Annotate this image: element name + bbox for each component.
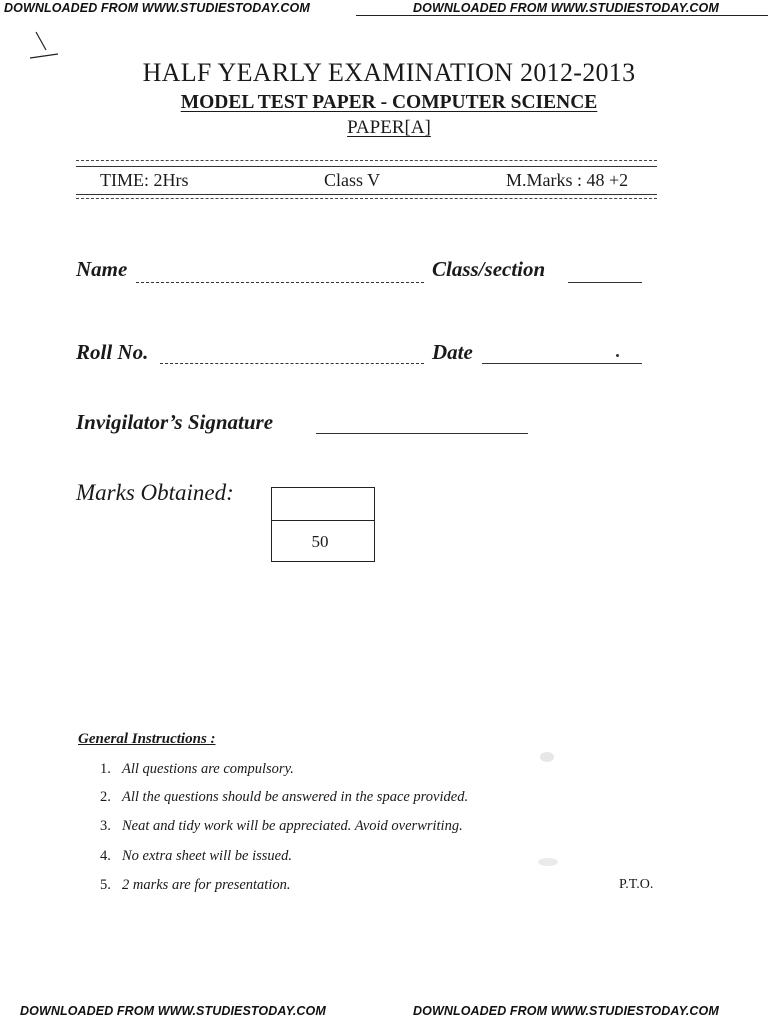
instruction-item: 5. 2 marks are for presentation. — [100, 877, 291, 893]
watermark-rule — [356, 15, 768, 16]
date-field[interactable] — [482, 363, 642, 364]
scan-speck — [538, 858, 558, 866]
class-label: Class V — [324, 170, 381, 190]
invigilator-signature-field[interactable] — [316, 433, 528, 434]
exam-title: HALF YEARLY EXAMINATION 2012-2013 — [142, 58, 636, 87]
invigilator-signature-label: Invigilator’s Signature — [76, 410, 274, 434]
date-label: Date — [432, 340, 473, 364]
name-label: Name — [76, 257, 128, 281]
info-bottom-rule — [76, 194, 657, 195]
marks-total: 50 — [311, 532, 329, 551]
instructions-heading: General Instructions : — [78, 731, 216, 747]
info-top-rule-2 — [76, 166, 657, 167]
instruction-item: 4. No extra sheet will be issued. — [100, 848, 292, 864]
pto-label: P.T.O. — [619, 877, 654, 892]
instruction-item: 1. All questions are compulsory. — [100, 761, 294, 777]
marks-box-divider — [272, 520, 374, 521]
watermark-bottom-left: DOWNLOADED FROM WWW.STUDIESTODAY.COM — [20, 1004, 326, 1018]
marks-obtained-label: Marks Obtained: — [76, 480, 234, 505]
info-top-rule — [76, 160, 657, 161]
roll-no-label: Roll No. — [76, 340, 149, 364]
watermark-bottom-right: DOWNLOADED FROM WWW.STUDIESTODAY.COM — [413, 1004, 719, 1018]
paper-subtitle: MODEL TEST PAPER - COMPUTER SCIENCE — [180, 92, 598, 113]
watermark-top-left: DOWNLOADED FROM WWW.STUDIESTODAY.COM — [4, 1, 310, 15]
roll-no-field[interactable] — [160, 363, 424, 364]
class-section-label: Class/section — [432, 257, 546, 281]
scan-speck — [540, 752, 554, 762]
max-marks-label: M.Marks : 48 +2 — [506, 170, 629, 190]
info-bottom-rule-2 — [76, 198, 657, 199]
scan-speck — [616, 354, 619, 357]
time-label: TIME: 2Hrs — [100, 170, 189, 190]
paper-code: PAPER[A] — [347, 117, 431, 138]
name-field[interactable] — [136, 282, 424, 283]
watermark-top-right: DOWNLOADED FROM WWW.STUDIESTODAY.COM — [413, 1, 719, 15]
marks-obtained-field[interactable] — [272, 488, 374, 520]
instruction-item: 2. All the questions should be answered in the space provided. — [100, 789, 469, 805]
class-section-field[interactable] — [568, 282, 642, 283]
instruction-item: 3. Neat and tidy work will be appreciated. Avoid overwriting. — [100, 818, 463, 834]
marks-box — [271, 487, 375, 562]
